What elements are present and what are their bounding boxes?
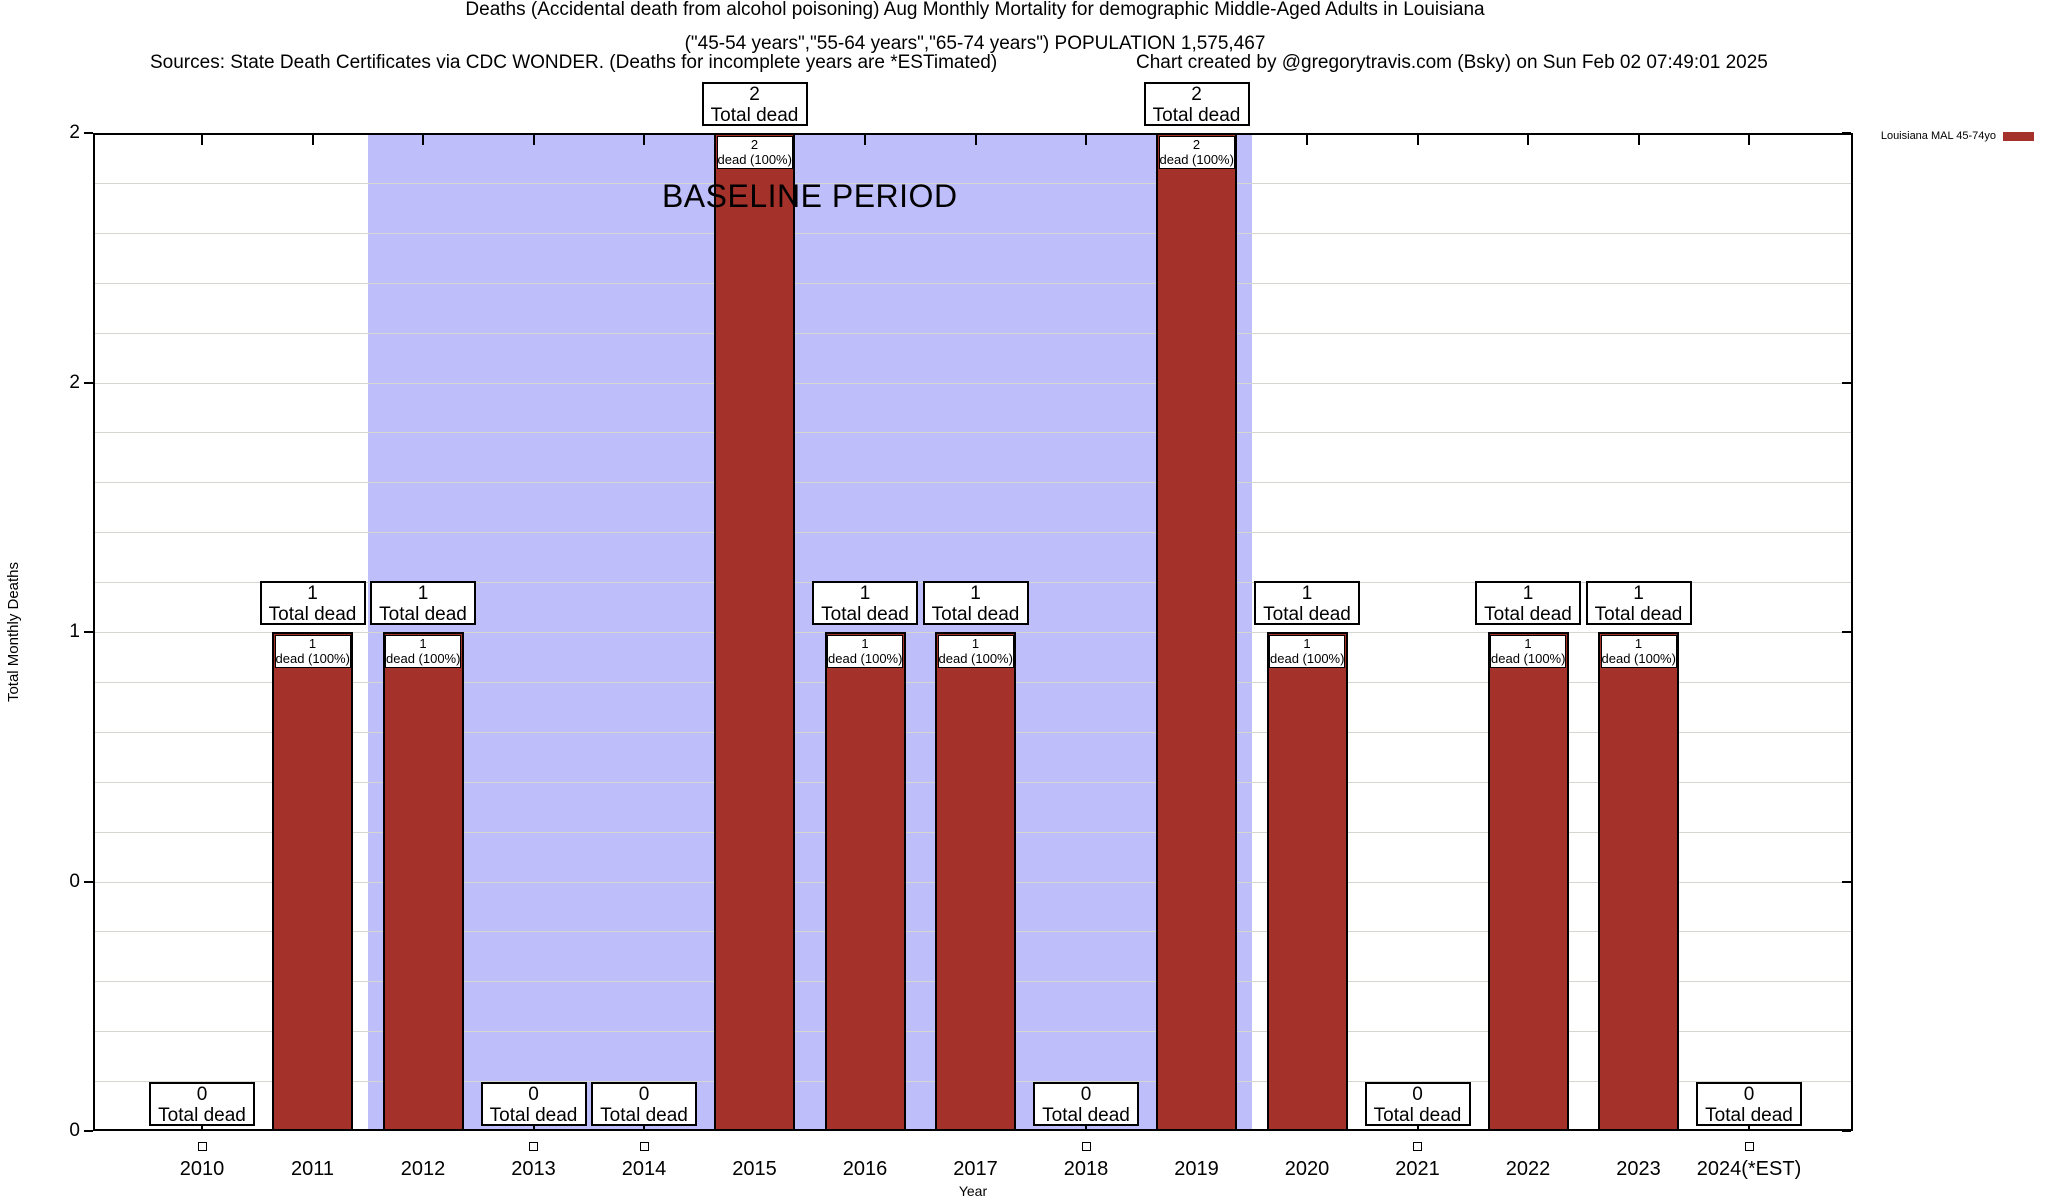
x-tick-label: 2024(*EST) [1696, 1158, 1802, 1180]
bar [1488, 632, 1569, 1131]
x-tick-label: 2022 [1505, 1158, 1551, 1180]
bar-inner-value: 1 [1524, 636, 1532, 651]
bar-total-label [370, 581, 476, 625]
zero-marker [640, 1142, 649, 1151]
bar-total-text: Total dead [379, 604, 467, 625]
y-tick-right [1842, 1130, 1851, 1132]
zero-marker [1082, 1142, 1091, 1151]
y-axis-title: Total Monthly Deaths [5, 561, 22, 703]
bar-total-text: Total dead [1152, 105, 1241, 126]
x-tick-label: 2019 [1174, 1158, 1219, 1180]
bar-total-value: 1 [417, 583, 429, 604]
bar-total-value: 0 [1412, 1084, 1423, 1105]
bar-total-text: Total dead [931, 604, 1020, 625]
x-tick-top [533, 135, 535, 145]
zero-leader-line [533, 1126, 535, 1131]
chart-title: Deaths (Accidental death from alcohol poisoning) Aug Monthly Mortality for demographic Middle-Aged Adults in Louisiana [465, 0, 1485, 20]
y-tick-left [84, 1130, 93, 1132]
bar-total-label [1475, 581, 1581, 625]
bar-inner-text: dead (100%) [1270, 651, 1345, 666]
x-tick-label: 2014 [621, 1158, 667, 1180]
x-tick-top [1085, 135, 1087, 145]
bar-total-value: 1 [1633, 583, 1644, 604]
bar [1156, 133, 1237, 1131]
bar-inner-value: 2 [750, 137, 759, 152]
bar-inner-text: dead (100%) [386, 651, 461, 666]
zero-leader-line [1748, 1126, 1750, 1131]
bar-inner-label [1269, 635, 1345, 668]
chart-subtitle: ("45-54 years","55-64 years","65-74 years") POPULATION 1,575,467 [684, 33, 1266, 54]
bar [1598, 632, 1679, 1131]
x-tick-top [422, 135, 424, 145]
bar-total-value: 0 [1743, 1084, 1755, 1105]
bar [825, 632, 906, 1131]
x-tick-top [1527, 135, 1529, 145]
x-tick-label: 2012 [400, 1158, 446, 1180]
bar-total-label [812, 581, 918, 625]
zero-marker [1413, 1142, 1422, 1151]
bar-inner-value: 1 [308, 636, 317, 651]
bar-inner-label [827, 635, 903, 668]
bar-total-text: Total dead [268, 604, 357, 625]
bar-inner-label [385, 635, 461, 668]
x-tick-label: 2016 [842, 1158, 888, 1180]
sources-note: Sources: State Death Certificates via CDC WONDER. (Deaths for incomplete years are *ESTimated) [150, 52, 998, 73]
y-tick-right [1842, 881, 1851, 883]
zero-leader-line [201, 1126, 203, 1131]
x-tick-label: 2017 [953, 1158, 998, 1180]
bar-total-label [923, 581, 1029, 625]
zero-leader-line [643, 1126, 645, 1131]
x-tick-top [864, 135, 866, 145]
bar-total-label [591, 1082, 697, 1126]
y-tick-left [84, 631, 93, 633]
bar-inner-value: 1 [419, 636, 427, 651]
bar [935, 632, 1016, 1131]
y-tick-left [84, 881, 93, 883]
bar-inner-text: dead (100%) [828, 651, 903, 666]
bar [383, 632, 464, 1131]
y-tick-label: 0 [69, 870, 80, 892]
x-tick-label: 2021 [1395, 1158, 1440, 1180]
bar-total-value: 1 [1522, 583, 1534, 604]
x-tick-top [975, 135, 977, 145]
bar [1267, 632, 1348, 1131]
zero-marker [198, 1142, 207, 1151]
bar-inner-value: 1 [1634, 636, 1643, 651]
bar-inner-value: 1 [971, 636, 980, 651]
bar-inner-label [1159, 136, 1235, 169]
x-tick-label: 2018 [1063, 1158, 1109, 1180]
bar-inner-value: 1 [861, 636, 869, 651]
x-tick-top [1417, 135, 1419, 145]
bar-total-value: 2 [1191, 84, 1202, 105]
y-tick-left [84, 132, 93, 134]
bar-inner-text: dead (100%) [938, 651, 1013, 666]
y-tick-right [1842, 132, 1851, 134]
bar-inner-value: 2 [1192, 137, 1201, 152]
bar [272, 632, 353, 1131]
bar-total-text: Total dead [1705, 1105, 1793, 1126]
x-tick-top [201, 135, 203, 145]
bar-inner-label [938, 635, 1014, 668]
x-tick-label: 2013 [511, 1158, 556, 1180]
y-tick-label: 2 [69, 371, 80, 393]
bar-total-label [1696, 1082, 1802, 1126]
bar-total-text: Total dead [1042, 1105, 1130, 1126]
zero-leader-line [1417, 1126, 1419, 1131]
bar-total-label [1144, 82, 1250, 126]
bar-total-value: 0 [528, 1084, 539, 1105]
x-tick-top [643, 135, 645, 145]
bar-total-label [260, 581, 366, 625]
bar-total-label [1033, 1082, 1139, 1126]
y-tick-label: 1 [69, 621, 80, 642]
bar-total-text: Total dead [1594, 604, 1683, 625]
y-tick-right [1842, 631, 1851, 633]
bar-inner-text: dead (100%) [1491, 651, 1566, 666]
x-tick-label: 2020 [1284, 1158, 1330, 1180]
bar-inner-value: 1 [1303, 636, 1311, 651]
bar-inner-text: dead (100%) [275, 651, 350, 666]
x-tick-top [312, 135, 314, 145]
bar-total-label [1254, 581, 1360, 625]
x-tick-top [1638, 135, 1640, 145]
bar-total-label [702, 82, 808, 126]
bar-total-text: Total dead [489, 1105, 578, 1126]
x-tick-label: 2011 [290, 1158, 334, 1180]
bar-total-value: 2 [749, 84, 760, 105]
x-tick-label: 2010 [179, 1158, 225, 1180]
bar-total-text: Total dead [158, 1105, 246, 1126]
bar-total-value: 1 [307, 583, 318, 604]
bar-inner-label [1601, 635, 1677, 668]
legend-label: Louisiana MAL 45-74yo [1880, 130, 1996, 142]
baseline-label: BASELINE PERIOD [661, 178, 958, 214]
bar-total-text: Total dead [710, 105, 799, 126]
bar-total-text: Total dead [600, 1105, 688, 1126]
credit-note: Chart created by @gregorytravis.com (Bsky) on Sun Feb 02 07:49:01 2025 [1136, 52, 1768, 73]
bar-total-label [1586, 581, 1692, 625]
zero-leader-line [1085, 1126, 1087, 1131]
bar-total-value: 1 [859, 583, 871, 604]
bar-inner-label [1490, 635, 1566, 668]
bar-total-label [481, 1082, 587, 1126]
bar-inner-label [275, 635, 351, 668]
bar-total-value: 1 [1301, 583, 1313, 604]
y-tick-label: 2 [69, 122, 80, 143]
bar-total-label [149, 1082, 255, 1126]
x-tick-label: 2023 [1616, 1158, 1661, 1180]
bar-total-label [1365, 1082, 1471, 1126]
bar-total-value: 0 [1080, 1084, 1092, 1105]
bar-inner-label [717, 136, 793, 169]
bar-total-text: Total dead [1373, 1105, 1462, 1126]
bar-total-value: 0 [638, 1084, 650, 1105]
bar-total-value: 1 [970, 583, 981, 604]
x-axis-title: Year [958, 1183, 988, 1199]
bar [714, 133, 795, 1131]
zero-marker [1745, 1142, 1754, 1151]
bar-total-text: Total dead [1484, 604, 1572, 625]
y-tick-left [84, 382, 93, 384]
bar-total-text: Total dead [821, 604, 909, 625]
bar-inner-text: dead (100%) [717, 152, 792, 167]
x-tick-label: 2015 [732, 1158, 777, 1180]
bar-total-text: Total dead [1263, 604, 1351, 625]
x-tick-top [1748, 135, 1750, 145]
bar-total-value: 0 [196, 1084, 208, 1105]
y-tick-right [1842, 382, 1851, 384]
x-tick-top [1306, 135, 1308, 145]
bar-inner-text: dead (100%) [1601, 651, 1676, 666]
y-tick-label: 0 [69, 1120, 80, 1141]
zero-marker [529, 1142, 538, 1151]
bar-inner-text: dead (100%) [1159, 152, 1234, 167]
